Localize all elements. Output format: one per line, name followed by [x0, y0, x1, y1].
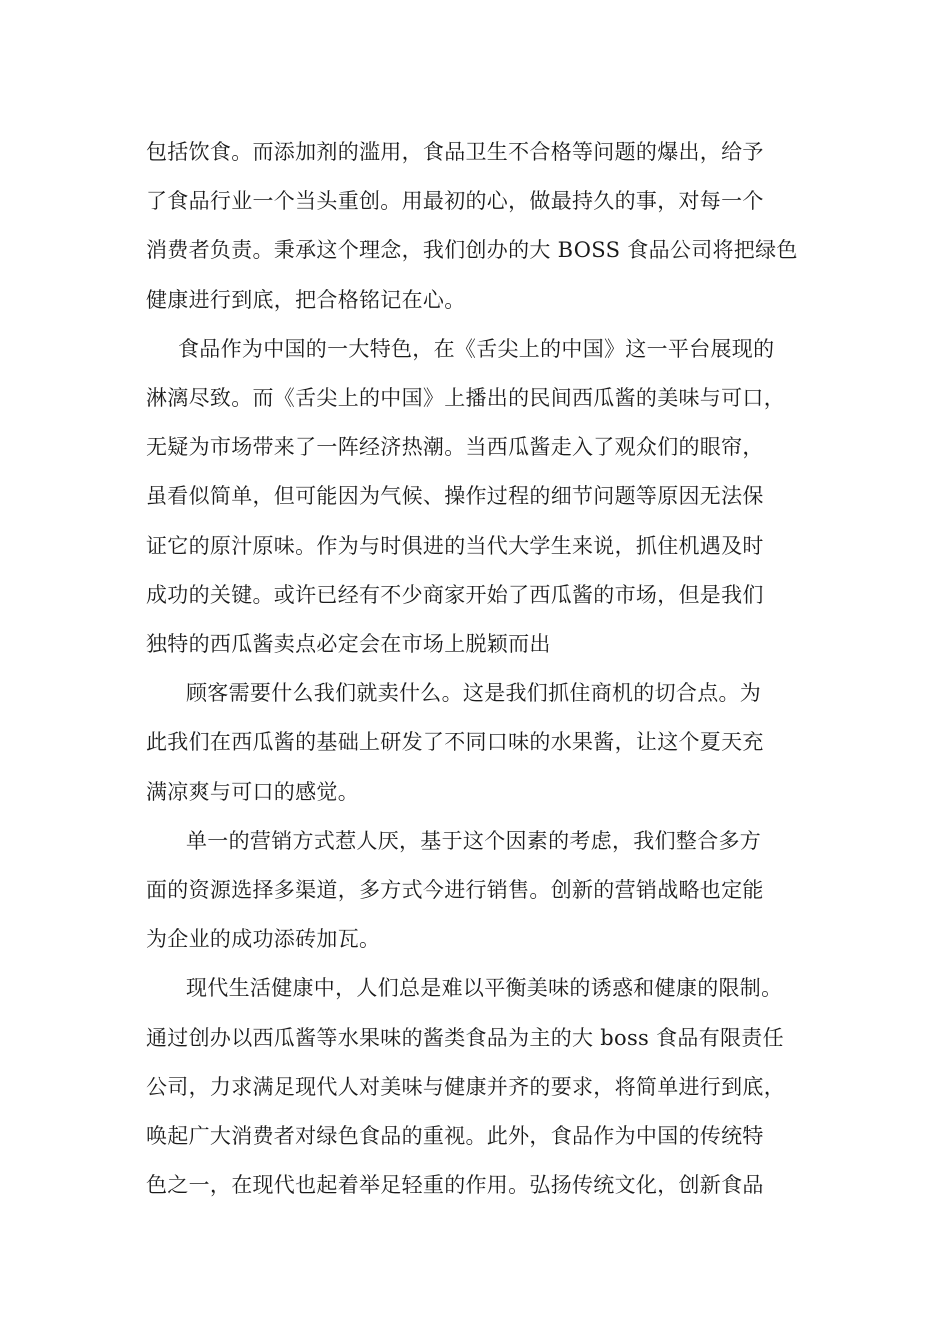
text-line: 淋漓尽致。而《舌尖上的中国》上播出的民间西瓜酱的美味与可口，: [146, 386, 785, 411]
document-body: [146, 128, 810, 1210]
paragraph-3: [146, 669, 810, 817]
paragraph-5: [146, 964, 810, 1210]
text-line: 色之一，在现代也起着举足轻重的作用。弘扬传统文化，创新食品: [146, 1173, 764, 1198]
text-line: 虽看似简单，但可能因为气候、操作过程的细节问题等原因无法保: [146, 484, 764, 509]
text-line: 唤起广大消费者对绿色食品的重视。此外，食品作为中国的传统特: [146, 1124, 764, 1149]
text-line: 满凉爽与可口的感觉。: [146, 779, 359, 804]
text-line: 现代生活健康中，人们总是难以平衡美味的诱惑和健康的限制。: [186, 976, 783, 1001]
text-line: 食品作为中国的一大特色，在《舌尖上的中国》这一平台展现的: [178, 336, 775, 361]
paragraph-4: [146, 817, 810, 965]
text-line: 此我们在西瓜酱的基础上研发了不同口味的水果酱，让这个夏天充: [146, 730, 764, 755]
text-line: 无疑为市场带来了一阵经济热潮。当西瓜酱走入了观众们的眼帘，: [146, 435, 764, 460]
text-line: 通过创办以西瓜酱等水果味的酱类食品为主的大 boss 食品有限责任: [146, 1025, 784, 1050]
text-line: 公司，力求满足现代人对美味与健康并齐的要求，将简单进行到底，: [146, 1074, 785, 1099]
text-line: 健康进行到底，把合格铭记在心。: [146, 287, 466, 312]
paragraph-2: [146, 325, 810, 669]
text-line: 单一的营销方式惹人厌，基于这个因素的考虑，我们整合多方: [186, 828, 762, 853]
text-line: 消费者负责。秉承这个理念，我们创办的大 BOSS 食品公司将把绿色: [146, 238, 798, 263]
text-line: 独特的西瓜酱卖点必定会在市场上脱颖而出: [146, 632, 551, 657]
paragraph-1: [146, 128, 810, 325]
text-line: 证它的原汁原味。作为与时俱进的当代大学生来说，抓住机遇及时: [146, 533, 764, 558]
text-line: 顾客需要什么我们就卖什么。这是我们抓住商机的切合点。为: [186, 681, 762, 706]
text-line: 面的资源选择多渠道，多方式今进行销售。创新的营销战略也定能: [146, 878, 764, 903]
text-line: 包括饮食。而添加剂的滥用，食品卫生不合格等问题的爆出，给予: [146, 140, 764, 164]
text-line: 为企业的成功添砖加瓦。: [146, 927, 381, 952]
text-line: 了食品行业一个当头重创。用最初的心，做最持久的事，对每一个: [146, 189, 764, 214]
text-line: 成功的关键。或许已经有不少商家开始了西瓜酱的市场，但是我们: [146, 582, 764, 607]
